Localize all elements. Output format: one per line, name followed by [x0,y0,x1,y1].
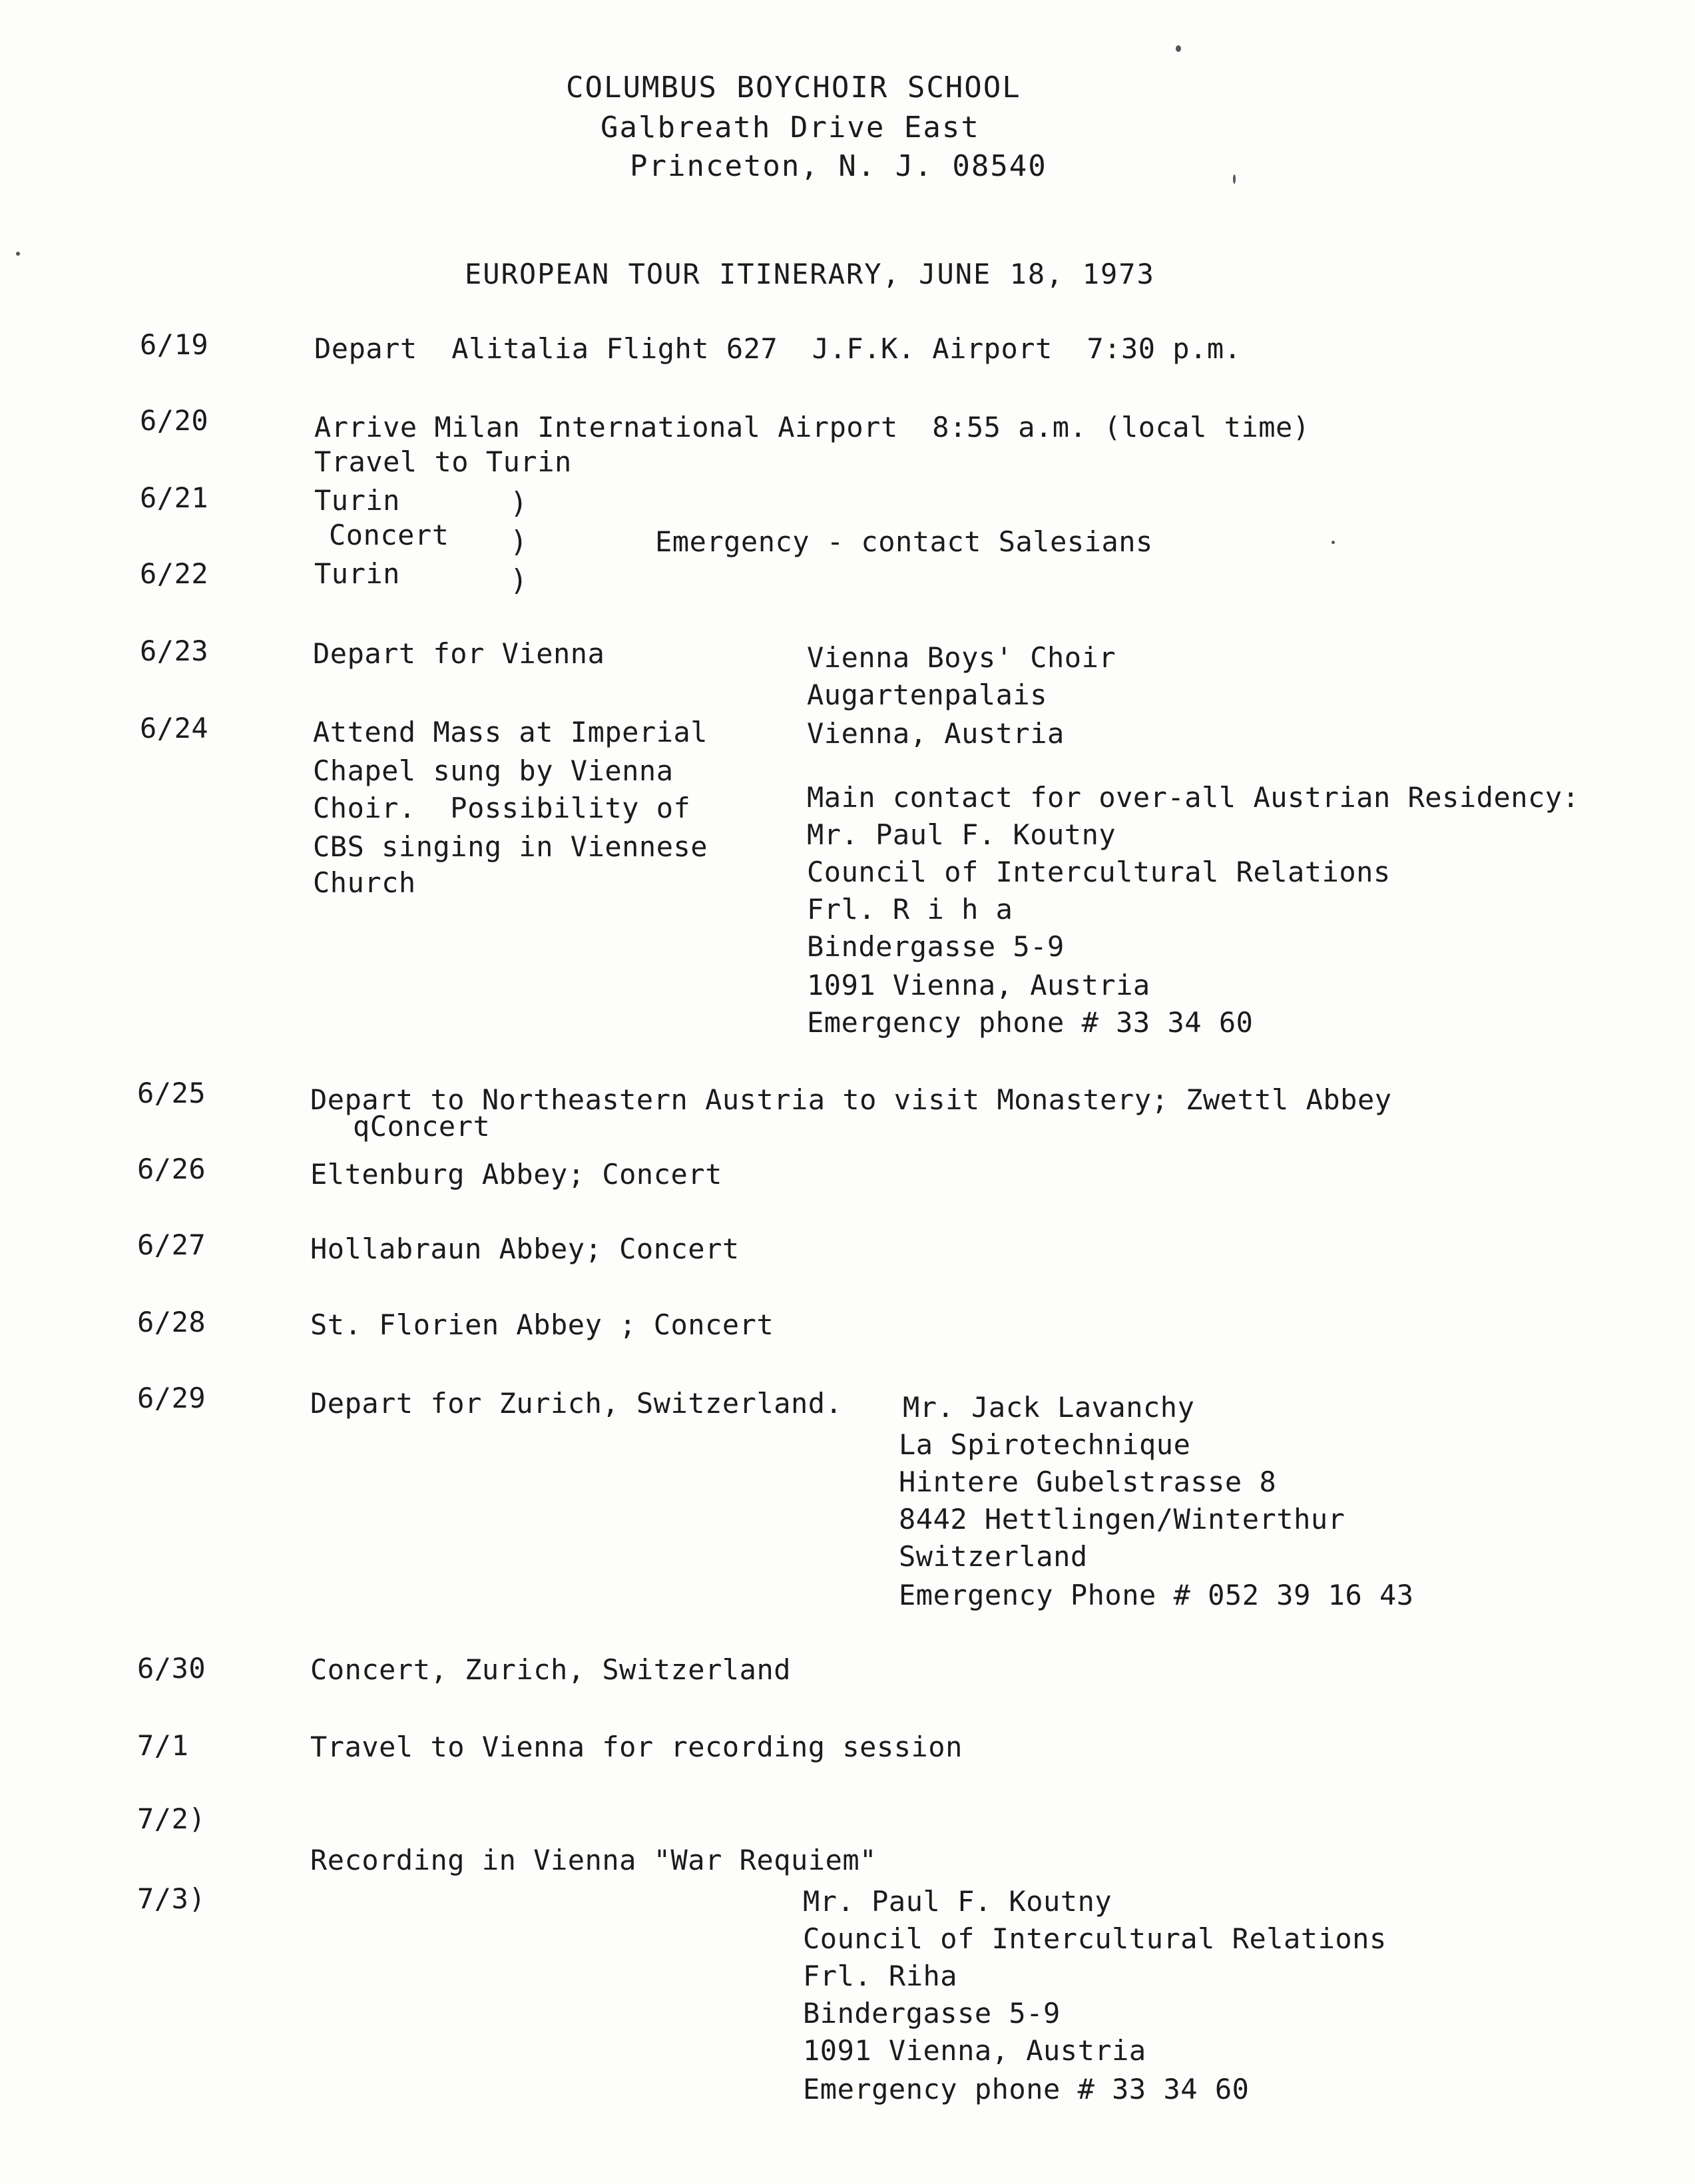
entry-6-25-line1: Depart to Northeastern Austria to visit Monastery; Zwettl Abbey [310,1083,1392,1116]
austria-contact-line-6: 1091 Vienna, Austria [807,969,1150,1001]
date-6-20: 6/20 [140,404,209,437]
austria-contact-line-2: Mr. Paul F. Koutny [807,818,1116,851]
date-6-26: 6/26 [137,1153,206,1185]
entry-6-26: Eltenburg Abbey; Concert [310,1158,722,1191]
paper-speck [16,252,20,256]
entry-6-24-line2: Chapel sung by Vienna [313,754,674,787]
entry-6-19: Depart Alitalia Flight 627 J.F.K. Airport 7:30 p.m. [314,332,1242,365]
bracket-1: ) [510,486,528,520]
entry-6-27: Hollabraun Abbey; Concert [310,1232,740,1265]
entry-7-1: Travel to Vienna for recording session [310,1731,963,1763]
bracket-3: ) [510,563,528,597]
final-contact-line-1: Mr. Paul F. Koutny [803,1885,1112,1918]
final-contact-line-3: Frl. Riha [803,1960,958,1992]
entry-6-23: Depart for Vienna [313,637,605,670]
entry-6-24-line3: Choir. Possibility of [313,792,691,824]
date-7-1: 7/1 [137,1729,189,1762]
zurich-contact-line-5: Switzerland [899,1540,1088,1573]
paper-speck [1332,541,1335,544]
austria-contact-line-1: Main contact for over-all Austrian Residency: [807,781,1580,814]
date-7-3: 7/3) [137,1882,206,1915]
entry-6-24-line1: Attend Mass at Imperial [313,716,708,748]
entry-6-20-line1: Arrive Milan International Airport 8:55 a.m. (local time) [314,411,1310,443]
itinerary-title: EUROPEAN TOUR ITINERARY, JUNE 18, 1973 [465,258,1155,290]
bracket-2: ) [510,525,528,559]
vienna-contact-line-2: Augartenpalais [807,679,1048,711]
zurich-contact-line-6: Emergency Phone # 052 39 16 43 [899,1579,1414,1611]
date-7-2: 7/2) [137,1802,206,1835]
final-contact-line-6: Emergency phone # 33 34 60 [803,2073,1250,2105]
entry-6-22: Turin [314,557,400,590]
entry-6-24-line4: CBS singing in Viennese [313,830,708,863]
final-contact-line-2: Council of Intercultural Relations [803,1922,1387,1955]
date-6-23: 6/23 [140,635,209,667]
entry-6-30: Concert, Zurich, Switzerland [310,1653,792,1686]
date-6-28: 6/28 [137,1306,206,1338]
date-6-19: 6/19 [140,328,209,361]
austria-contact-line-3: Council of Intercultural Relations [807,856,1391,888]
vienna-contact-line-3: Vienna, Austria [807,717,1065,750]
paper-speck [1176,45,1181,52]
school-street: Galbreath Drive East [601,111,980,144]
zurich-contact-line-2: La Spirotechnique [899,1428,1191,1461]
date-6-29: 6/29 [137,1382,206,1414]
austria-contact-line-4: Frl. R i h a [807,893,1013,926]
entry-recording: Recording in Vienna "War Requiem" [310,1844,877,1876]
school-name: COLUMBUS BOYCHOIR SCHOOL [566,71,1021,105]
entry-6-24-line5: Church [313,866,416,899]
entry-6-25-line2: qConcert [353,1110,491,1143]
zurich-contact-line-3: Hintere Gubelstrasse 8 [899,1466,1277,1498]
date-6-27: 6/27 [137,1228,206,1261]
final-contact-line-4: Bindergasse 5-9 [803,1997,1061,2030]
entry-turin-concert: Concert [329,519,449,551]
final-contact-line-5: 1091 Vienna, Austria [803,2034,1146,2067]
zurich-contact-line-1: Mr. Jack Lavanchy [903,1391,1195,1424]
date-6-24: 6/24 [140,712,209,744]
entry-6-21: Turin [314,484,400,517]
paper-speck [1233,174,1236,184]
vienna-contact-line-1: Vienna Boys' Choir [807,641,1116,674]
austria-contact-line-5: Bindergasse 5-9 [807,930,1065,963]
zurich-contact-line-4: 8442 Hettlingen/Winterthur [899,1503,1345,1535]
entry-6-20-line2: Travel to Turin [314,445,572,478]
date-6-25: 6/25 [137,1077,206,1109]
austria-contact-line-7: Emergency phone # 33 34 60 [807,1006,1254,1039]
entry-6-29: Depart for Zurich, Switzerland. [310,1387,843,1420]
date-6-30: 6/30 [137,1652,206,1685]
entry-6-28: St. Florien Abbey ; Concert [310,1308,774,1341]
date-6-21: 6/21 [140,481,209,514]
turin-emergency-note: Emergency - contact Salesians [655,525,1153,558]
school-city: Princeton, N. J. 08540 [630,149,1047,183]
date-6-22: 6/22 [140,557,209,590]
